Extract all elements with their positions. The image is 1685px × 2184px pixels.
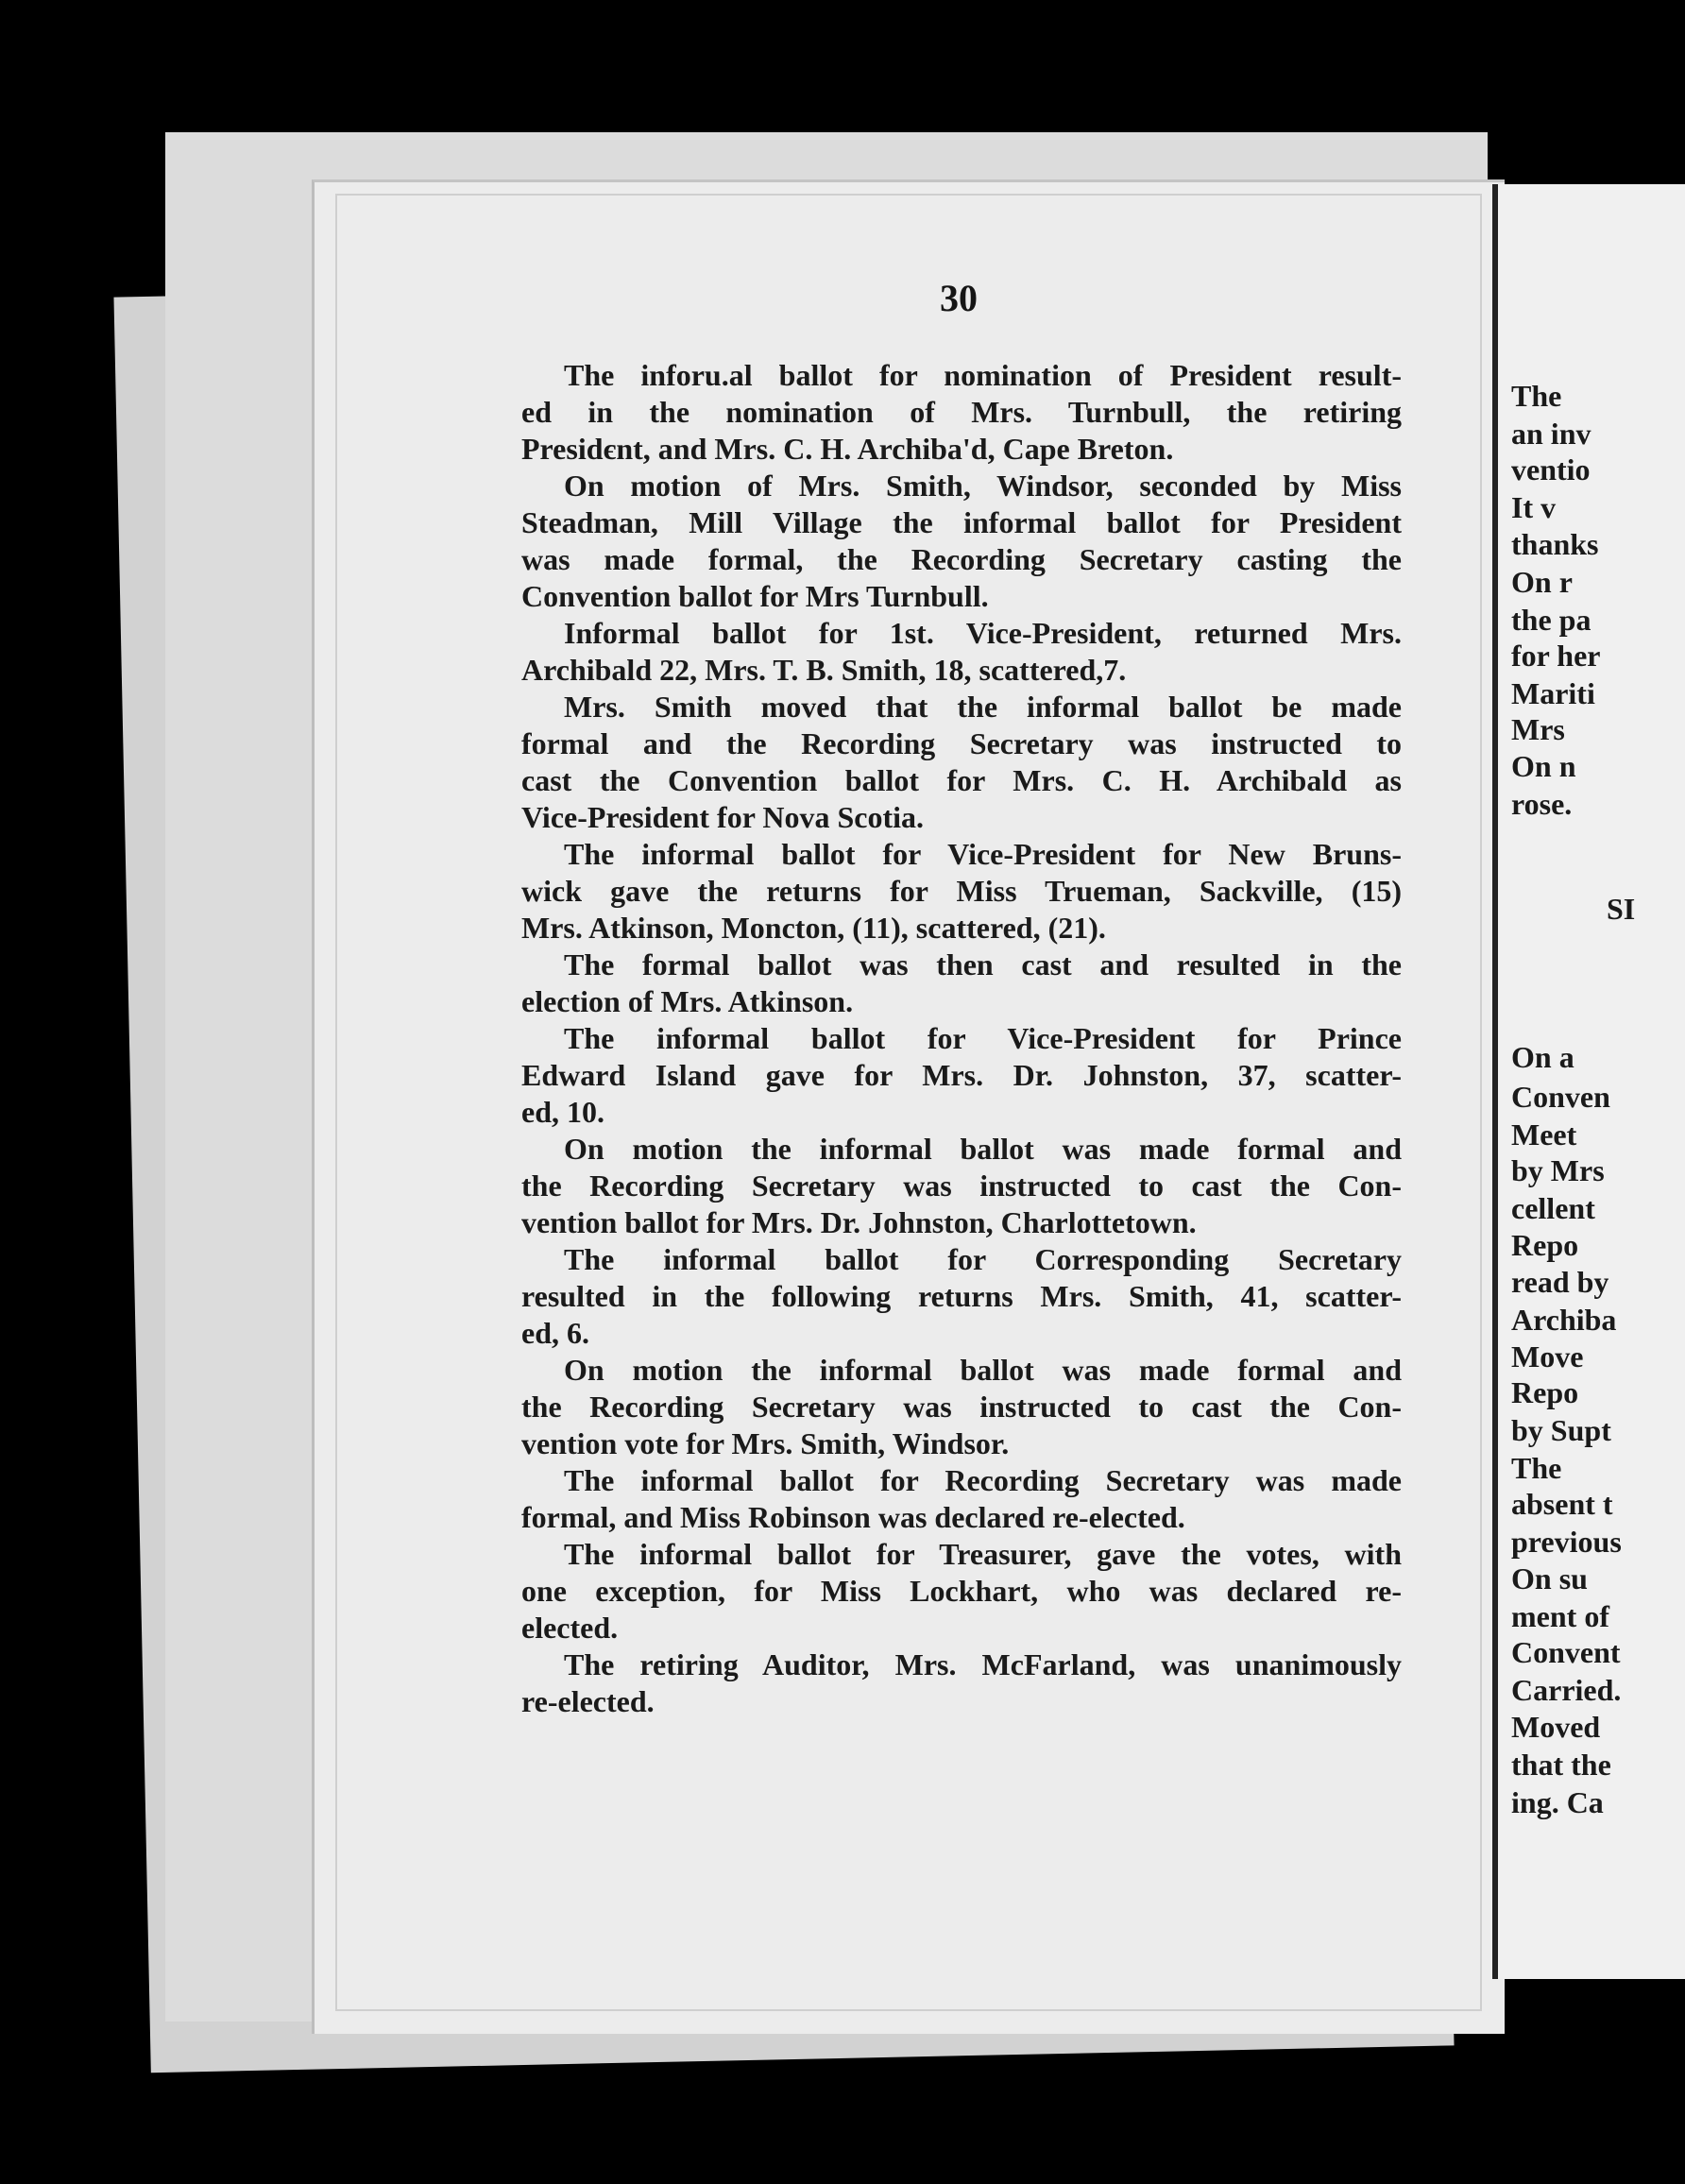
text-line: the Recording Secretary was instructed to cast the Con-	[521, 1169, 1402, 1203]
text-line: The informal ballot for Recording Secretary was made	[564, 1463, 1402, 1497]
right-page-line: Meet	[1511, 1118, 1577, 1152]
text-line: elected.	[521, 1611, 619, 1645]
right-page-line: Repo	[1511, 1228, 1579, 1262]
right-page-line: rose.	[1511, 787, 1573, 821]
right-page-line: On a	[1511, 1040, 1574, 1074]
right-page-line: that the	[1511, 1748, 1611, 1782]
text-line: election of Mrs. Atkinson.	[521, 984, 854, 1018]
text-line: resulted in the following returns Mrs. Smith, 41, scatter-	[521, 1279, 1402, 1313]
text-line: On motion of Mrs. Smith, Windsor, seconded by Miss	[564, 469, 1402, 503]
right-page-line: Convent	[1511, 1635, 1621, 1669]
text-line: vention ballot for Mrs. Dr. Johnston, Charlottetown.	[521, 1205, 1197, 1239]
right-page-line: ing. Ca	[1511, 1785, 1604, 1819]
page-body	[521, 357, 1402, 1720]
right-page-line: by Mrs	[1511, 1153, 1605, 1187]
right-page-line: It v	[1511, 490, 1557, 524]
text-line: ed in the nomination of Mrs. Turnbull, the retiring	[521, 395, 1402, 429]
right-page-line: Carried.	[1511, 1673, 1622, 1707]
text-line: wick gave the returns for Miss Trueman, Sackville, (15)	[521, 874, 1402, 908]
right-page-line: Repo	[1511, 1375, 1579, 1409]
text-line: On motion the informal ballot was made formal and	[564, 1132, 1402, 1166]
right-page-line: an inv	[1511, 417, 1591, 451]
text-line: Informal ballot for 1st. Vice-President, returned Mrs.	[564, 616, 1402, 650]
text-line: The informal ballot for Vice-President for New Bruns-	[564, 837, 1402, 871]
right-page-line: Conven	[1511, 1080, 1610, 1114]
text-line: Mrs. Smith moved that the informal ballot be made	[564, 690, 1402, 724]
right-page-line: Mrs	[1511, 712, 1565, 746]
text-line: Mrs. Atkinson, Moncton, (11), scattered, (21).	[521, 911, 1106, 945]
right-page	[1492, 184, 1685, 1979]
text-line: Convention ballot for Mrs Turnbull.	[521, 579, 989, 613]
text-line: On motion the informal ballot was made formal and	[564, 1353, 1402, 1387]
text-line: re-elected.	[521, 1684, 655, 1718]
right-page-line: previous	[1511, 1525, 1622, 1559]
right-page-line: ventio	[1511, 452, 1591, 486]
text-line: The informal ballot for Treasurer, gave the votes, with	[564, 1537, 1402, 1571]
text-line: The inforu.al ballot for nomination of President result-	[564, 358, 1402, 392]
text-line: cast the Convention ballot for Mrs. C. H. Archibald as	[521, 763, 1402, 797]
right-page-line: On n	[1511, 749, 1576, 783]
right-page-line: Archiba	[1511, 1303, 1617, 1337]
text-line: The informal ballot for Vice-President for Prince	[564, 1021, 1402, 1055]
text-line: Vice-President for Nova Scotia.	[521, 800, 924, 834]
text-line: ed, 10.	[521, 1095, 604, 1129]
right-page-line: The	[1511, 1451, 1562, 1485]
text-line: Presidєnt, and Mrs. C. H. Archiba'd, Cape Breton.	[521, 432, 1174, 466]
right-page-line: ment of	[1511, 1599, 1609, 1633]
right-page-line: by Supt	[1511, 1413, 1611, 1447]
text-line: vention vote for Mrs. Smith, Windsor.	[521, 1426, 1010, 1460]
text-line: formal, and Miss Robinson was declared re-elected.	[521, 1500, 1185, 1534]
text-line: Archibald 22, Mrs. T. B. Smith, 18, scattered,7.	[521, 653, 1127, 687]
right-page-line: read by	[1511, 1265, 1609, 1299]
text-line: the Recording Secretary was instructed to cast the Con-	[521, 1390, 1402, 1424]
right-page-line: Moved	[1511, 1710, 1601, 1744]
right-page-line: Move	[1511, 1339, 1584, 1374]
right-page-line: Mariti	[1511, 676, 1595, 710]
text-line: The informal ballot for Corresponding Secretary	[564, 1242, 1402, 1276]
text-line: was made formal, the Recording Secretary casting the	[521, 542, 1402, 576]
text-line: Edward Island gave for Mrs. Dr. Johnston, 37, scatter-	[521, 1058, 1402, 1092]
right-page-line: cellent	[1511, 1191, 1595, 1225]
right-page-line: The	[1511, 379, 1562, 413]
right-page-line: On r	[1511, 565, 1573, 599]
right-page-line: thanks	[1511, 527, 1599, 561]
text-line: one exception, for Miss Lockhart, who was declared re-	[521, 1574, 1402, 1608]
text-line: The formal ballot was then cast and resulted in the	[564, 947, 1402, 981]
text-line: ed, 6.	[521, 1316, 589, 1350]
right-page-line: the pa	[1511, 603, 1591, 637]
text-line: Steadman, Mill Village the informal ballot for President	[521, 505, 1402, 539]
right-page-line: On su	[1511, 1561, 1588, 1595]
text-line: formal and the Recording Secretary was instructed to	[521, 726, 1402, 760]
page-number: 30	[940, 277, 978, 319]
right-page-line: absent t	[1511, 1487, 1613, 1521]
right-page-line: SI	[1607, 892, 1636, 926]
right-page-line: for her	[1511, 639, 1601, 673]
text-line: The retiring Auditor, Mrs. McFarland, was unanimously	[564, 1647, 1402, 1681]
